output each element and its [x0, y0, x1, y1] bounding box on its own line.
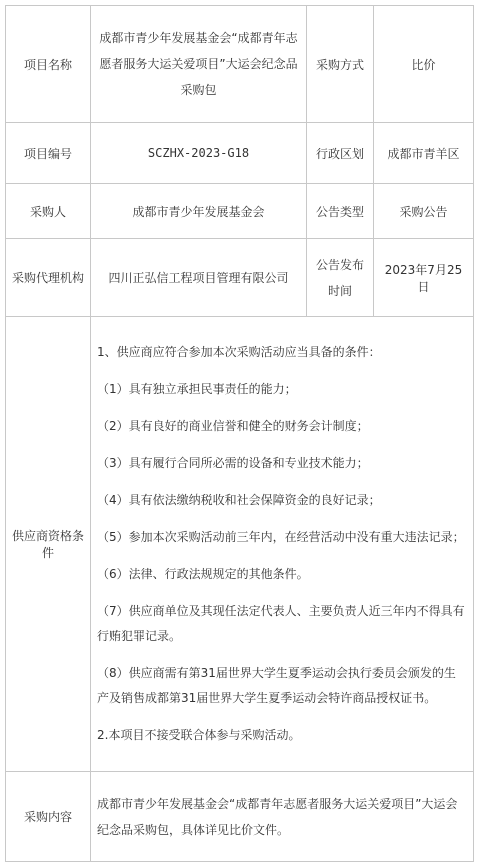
notice-type-value: 采购公告 — [374, 184, 474, 239]
procurement-method-value: 比价 — [374, 6, 474, 123]
purchaser-value: 成都市青少年发展基金会 — [91, 184, 307, 239]
row-qualifications — [6, 317, 474, 772]
content-label: 采购内容 — [6, 772, 91, 862]
row-purchaser — [6, 184, 474, 239]
row-content — [6, 772, 474, 862]
qualification-item: （5）参加本次采购活动前三年内，在经营活动中没有重大违法记录； — [97, 530, 465, 544]
procurement-notice-table — [5, 5, 474, 862]
project-name-label: 项目名称 — [6, 6, 91, 123]
qualification-item: （2）具有良好的商业信誉和健全的财务会计制度； — [97, 419, 369, 433]
qualification-item: （6）法律、行政法规规定的其他条件。 — [97, 567, 309, 581]
publish-time-value: 2023年7月25日 — [374, 239, 474, 317]
row-project-no — [6, 123, 474, 184]
agency-label: 采购代理机构 — [6, 239, 91, 317]
qualification-item: 1、供应商应符合参加本次采购活动应当具备的条件： — [97, 345, 381, 359]
procurement-method-label: 采购方式 — [307, 6, 374, 123]
row-agency — [6, 239, 474, 317]
region-label: 行政区划 — [307, 123, 374, 184]
content-value: 成都市青少年发展基金会“成都青年志愿者服务大运关爱项目”大运会纪念品采购包，具体详见比价文件。 — [91, 772, 474, 862]
purchaser-label: 采购人 — [6, 184, 91, 239]
agency-value: 四川正弘信工程项目管理有限公司 — [91, 239, 307, 317]
qualification-item: （1）具有独立承担民事责任的能力； — [97, 382, 297, 396]
qualifications-content — [91, 317, 474, 772]
notice-type-label: 公告类型 — [307, 184, 374, 239]
qualifications-label: 供应商资格条件 — [6, 317, 91, 772]
publish-time-label: 公告发布时间 — [307, 239, 374, 317]
row-project-name — [6, 6, 474, 123]
project-no-value: SCZHX-2023-G18 — [91, 123, 307, 184]
qualification-item: （3）具有履行合同所必需的设备和专业技术能力； — [97, 456, 369, 470]
qualification-item: 2.本项目不接受联合体参与采购活动。 — [97, 728, 301, 742]
qualification-item: （4）具有依法缴纳税收和社会保障资金的良好记录； — [97, 493, 381, 507]
project-name-value: 成都市青少年发展基金会“成都青年志愿者服务大运关爱项目”大运会纪念品采购包 — [91, 6, 307, 123]
project-no-label: 项目编号 — [6, 123, 91, 184]
qualification-item: （7）供应商单位及其现任法定代表人、主要负责人近三年内不得具有行贿犯罪记录。 — [97, 604, 465, 643]
region-value: 成都市青羊区 — [374, 123, 474, 184]
qualification-item: （8）供应商需有第31届世界大学生夏季运动会执行委员会颁发的生产及销售成都第31届世界大学生夏季运动会特许商品授权证书。 — [97, 666, 456, 705]
